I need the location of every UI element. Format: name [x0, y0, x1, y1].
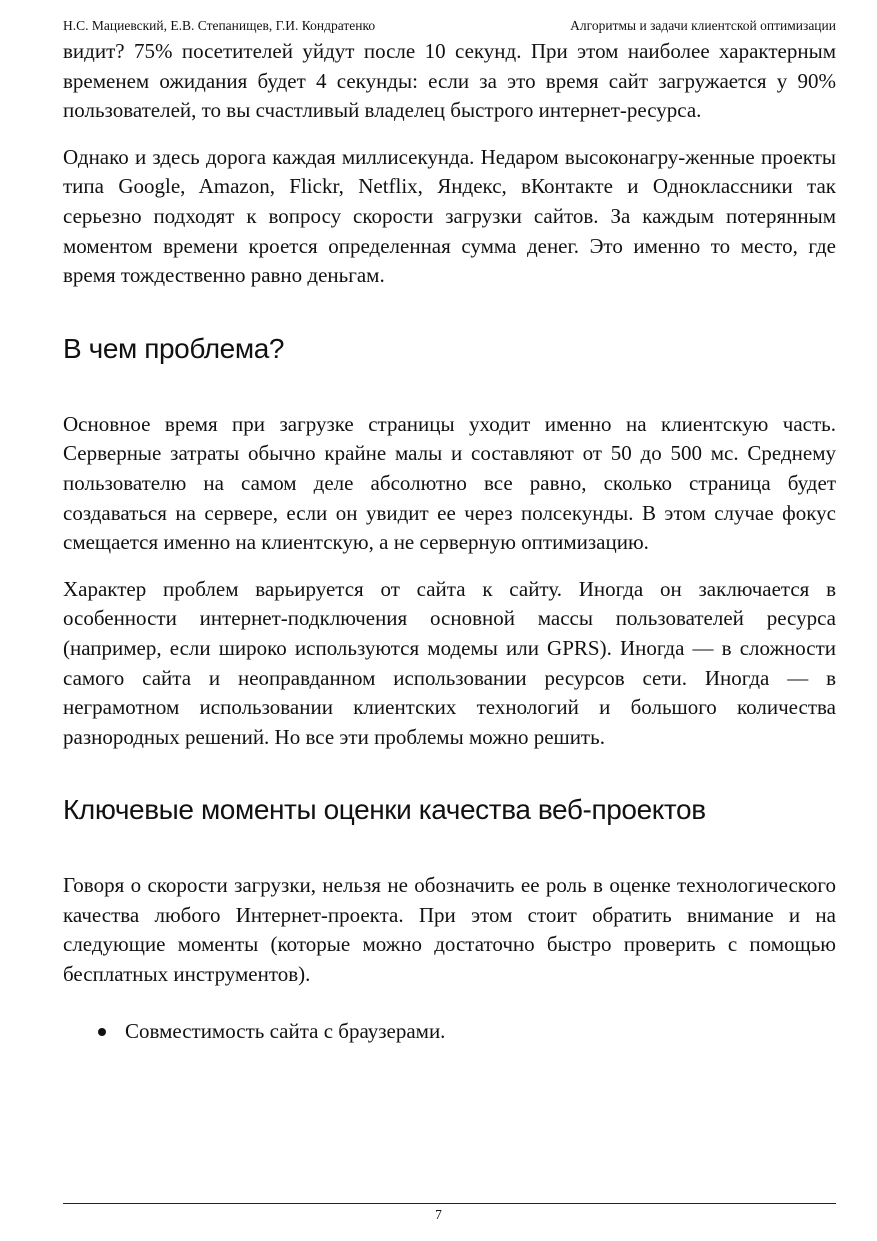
section-heading-key-points: Ключевые моменты оценки качества веб-проектов — [63, 794, 706, 826]
paragraph-1: видит? 75% посетителей уйдут после 10 секунд. При этом наиболее характерным временем ожидания будет 4 секунды: если за это время сайт загружается у 90% пользователей, то вы счастливый владелец быстрого интернет-ресурса. — [63, 39, 836, 123]
section-heading-problem: В чем проблема? — [63, 332, 285, 364]
paragraph-2: Однако и здесь дорога каждая миллисекунда. Недаром высоконагру-женные проекты типа Google, Amazon, Flickr, Netflix, Яндекс, вКонтакте и Одноклассники так серьезно подходят к вопросу скорости загрузки сайтов. За каждым потерянным моментом времени кроется определенная сумма денег. Это именно то место, где время тождественно равно деньгам. — [63, 144, 836, 288]
paragraph-5: Говоря о скорости загрузки, нельзя не обозначить ее роль в оценке технологического качества любого Интернет-проекта. При этом стоит обратить внимание и на следующие моменты (которые можно достаточно быстро проверить с помощью бесплатных инструментов). — [63, 873, 836, 987]
page-body — [63, 37, 836, 1046]
bullet-list — [63, 1017, 836, 1047]
list-item-text: Совместимость сайта с браузерами. — [125, 1018, 446, 1043]
header-authors: Н.С. Мациевский, Е.В. Степанищев, Г.И. Кондратенко — [63, 18, 376, 33]
bullet-icon — [98, 1028, 106, 1036]
paragraph-3: Основное время при загрузке страницы уходит именно на клиентскую часть. Серверные затраты обычно крайне малы и составляют от 50 до 500 мс. Среднему пользователю на самом деле абсолютно все равно, сколько страница будет создаваться на сервере, если он увидит ее через полсекунды. В этом случае фокус смещается именно на клиентскую, а не серверную оптимизацию. — [63, 411, 836, 555]
footer-divider — [63, 1203, 836, 1204]
page-number: 7 — [435, 1207, 442, 1222]
list-item — [63, 1017, 836, 1047]
header-book-title: Алгоритмы и задачи клиентской оптимизации — [570, 18, 836, 33]
paragraph-4: Характер проблем варьируется от сайта к сайту. Иногда он заключается в особенности интернет-подключения основной массы пользователей ресурса (например, если широко используются модемы или GPRS). Иногда — в сложности самого сайта и неоправданном использовании ресурсов сети. Иногда — в неграмотном использовании клиентских технологий и большого количества разнородных решений. Но все эти проблемы можно решить. — [63, 576, 836, 749]
running-header — [63, 16, 836, 36]
